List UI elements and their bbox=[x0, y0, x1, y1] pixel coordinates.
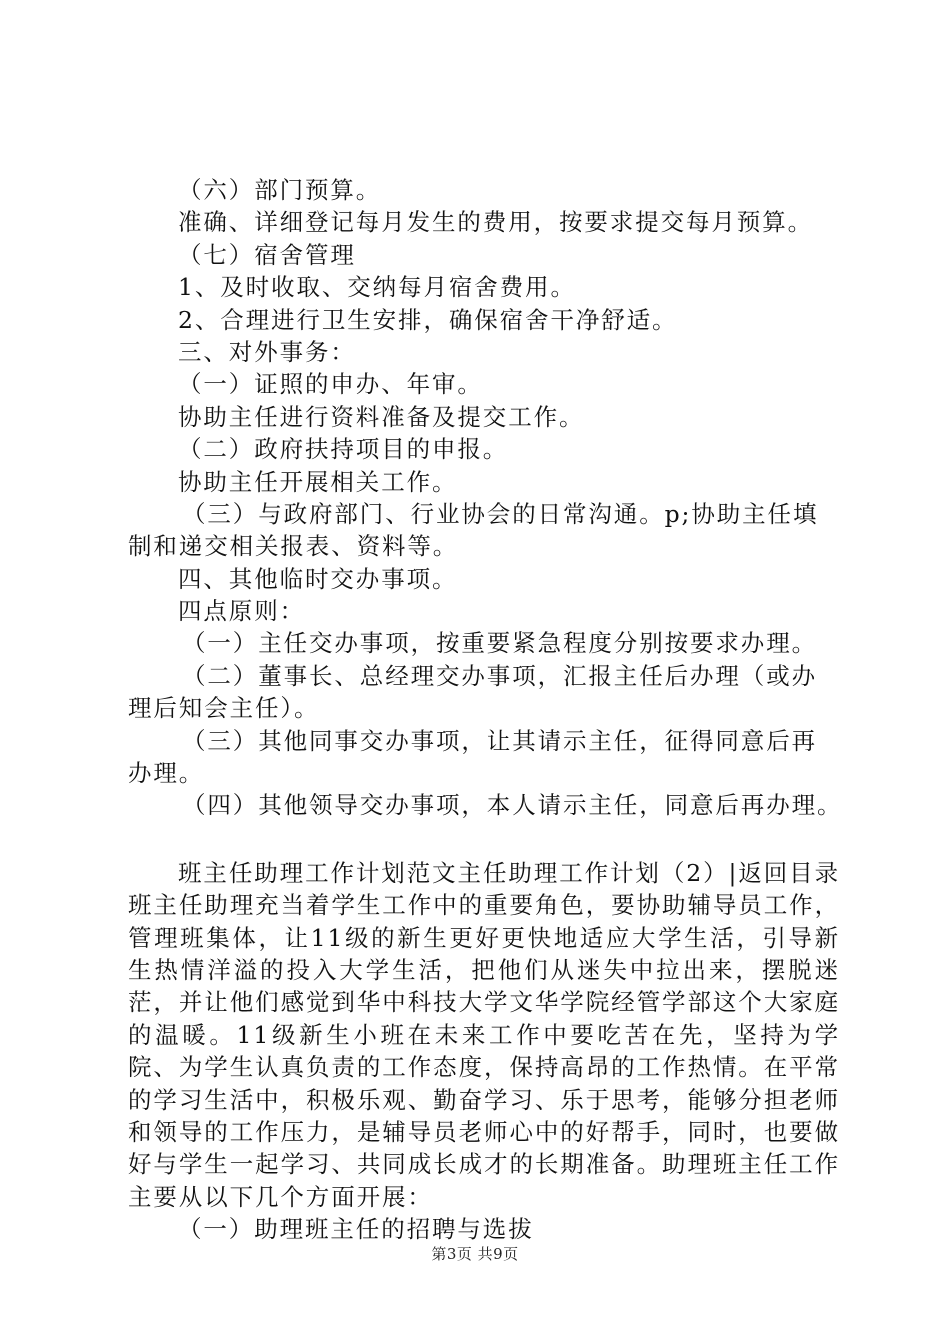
text-line: 协助主任开展相关工作。 bbox=[178, 467, 458, 496]
text-line: （七）宿舍管理 bbox=[178, 240, 356, 269]
text-line: （四）其他领导交办事项，本人请示主任，同意后再办理。 bbox=[182, 791, 843, 820]
text-line: 制和递交相关报表、资料等。 bbox=[128, 532, 459, 561]
text-line: 三、对外事务： bbox=[178, 337, 356, 366]
page-footer: 第3页 共9页 bbox=[431, 1245, 519, 1263]
paragraph-gap bbox=[128, 822, 840, 857]
text-line: （二）政府扶持项目的申报。 bbox=[178, 435, 509, 464]
text-line: （三）其他同事交办事项，让其请示主任，征得同意后再 bbox=[182, 726, 817, 755]
text-line: （一）主任交办事项，按重要紧急程度分别按要求办理。 bbox=[182, 629, 817, 658]
text-line: （二）董事长、总经理交办事项，汇报主任后办理（或办 bbox=[182, 661, 817, 690]
text-line: 2、合理进行卫生安排，确保宿舍干净舒适。 bbox=[178, 305, 678, 334]
text-line: 四点原则： bbox=[178, 597, 305, 626]
document-body bbox=[128, 174, 843, 1246]
text-line: （三）与政府部门、行业协会的日常沟通。p;协助主任填 bbox=[182, 499, 819, 528]
text-line: 准确、详细登记每月发生的费用，按要求提交每月预算。 bbox=[178, 208, 813, 237]
text-line: 四、其他临时交办事项。 bbox=[178, 564, 458, 593]
text-line: 协助主任进行资料准备及提交工作。 bbox=[178, 402, 585, 431]
text-line: 办理。 bbox=[128, 759, 205, 788]
text-line: 理后知会主任）。 bbox=[128, 694, 320, 723]
text-line: 1、及时收取、交纳每月宿舍费用。 bbox=[178, 273, 576, 302]
text-line: （六）部门预算。 bbox=[178, 176, 382, 204]
text-line: （一）证照的申办、年审。 bbox=[178, 370, 483, 399]
body-paragraph: 班主任助理工作计划范文主任助理工作计划（2）|返回目录班主任助理充当着学生工作中的重要角色，要协助辅导员工作，管理班集体，让11级的新生更好更快地适应大学生活，引导新生热情洋溢的投入大学生活，把他们从迷失中拉出来，摆脱迷茫，并让他们感觉到华中科技大学文华学院经管学部这个大家庭的温暖。11级新生小班在未来工作中要吃苦在先，坚持为学院、为学生认真负责的工作态度，保持高昂的工作热情。在平常的学习生活中，积极乐观、勤奋学习、乐于思考，能够分担老师和领导的工作压力，是辅导员老师心中的好帮手，同时，也要做好与学生一起学习、共同成长成才的长期准备。助理班主任工作主要从以下几个方面开展： bbox=[128, 858, 840, 1211]
text-line: （一）助理班主任的招聘与选拔 bbox=[178, 1215, 534, 1244]
